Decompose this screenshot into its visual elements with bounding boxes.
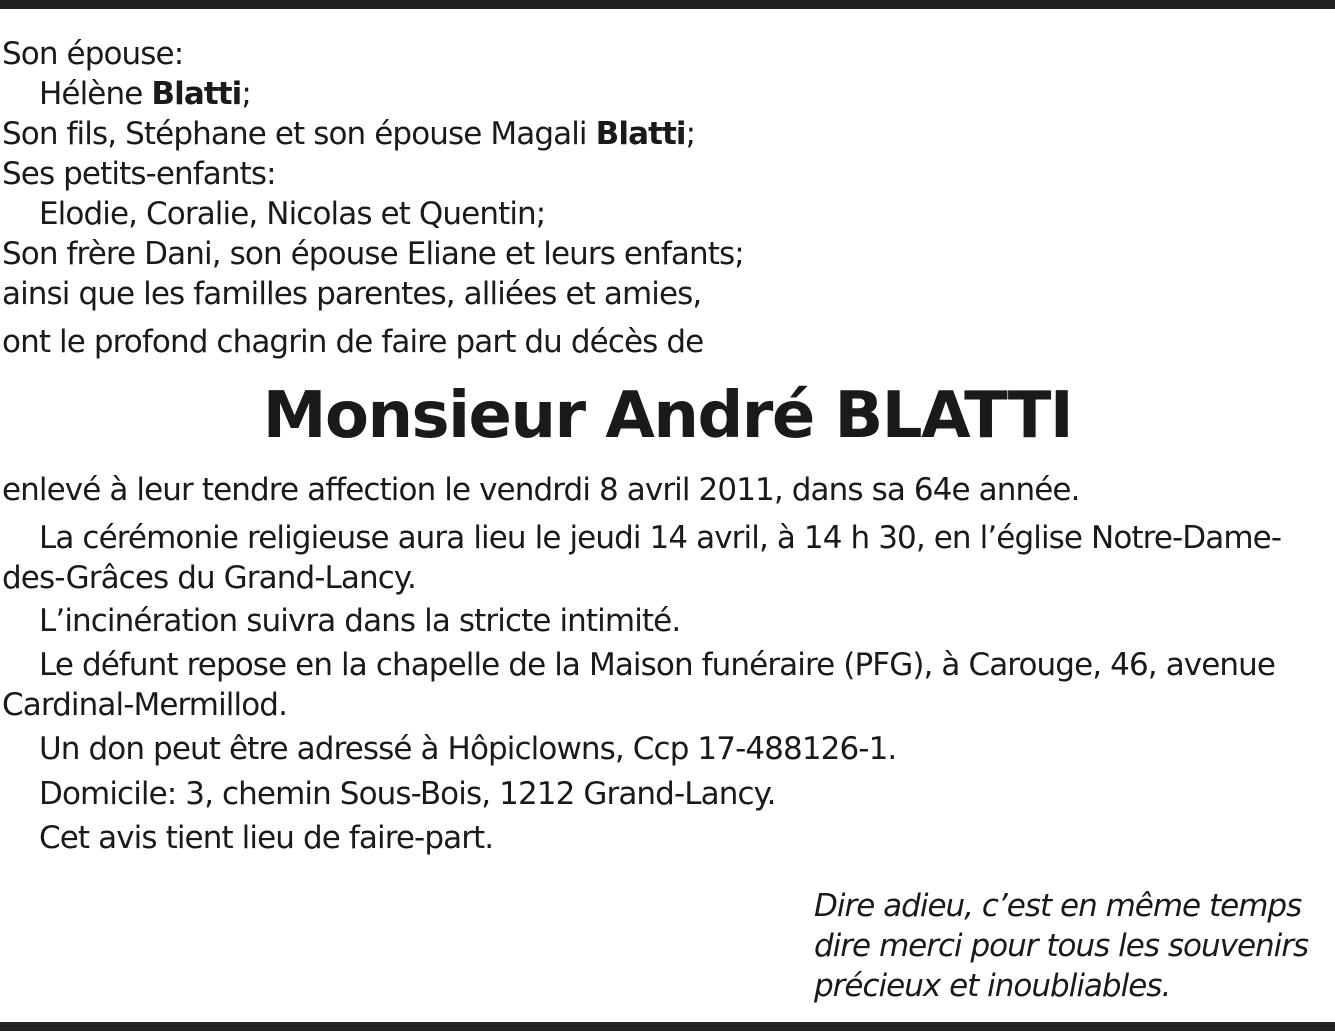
ceremony-line-2: des-Grâces du Grand-Lancy. xyxy=(2,560,416,596)
domicile-line: Domicile: 3, chemin Sous-Bois, 1212 Grand-Lancy. xyxy=(39,776,776,812)
son-text: Son fils, Stéphane et son épouse Magali xyxy=(2,116,587,152)
quote-line-3: précieux et inoubliables. xyxy=(814,968,1171,1004)
quote-line-1: Dire adieu, c’est en même temps xyxy=(814,888,1302,924)
notice-line: Cet avis tient lieu de faire-part. xyxy=(39,820,494,856)
spouse-line: Hélène Blatti; xyxy=(39,76,251,112)
brother-line: Son frère Dani, son épouse Eliane et leurs enfants; xyxy=(2,236,744,272)
son-last-name: Blatti xyxy=(595,116,686,152)
bottom-rule xyxy=(0,1022,1335,1031)
announcement-line: ont le profond chagrin de faire part du décès de xyxy=(2,324,704,360)
incineration-line: L’incinération suivra dans la stricte intimité. xyxy=(39,603,681,639)
grandchildren-names: Elodie, Coralie, Nicolas et Quentin; xyxy=(39,196,546,232)
families-line: ainsi que les familles parentes, alliées et amies, xyxy=(2,276,702,312)
repose-line-1: Le défunt repose en la chapelle de la Maison funéraire (PFG), à Carouge, 46, avenue xyxy=(39,647,1276,683)
deceased-name: Monsieur André BLATTI xyxy=(262,379,1073,453)
repose-line-2: Cardinal-Mermillod. xyxy=(2,687,288,723)
quote-line-2: dire merci pour tous les souvenirs xyxy=(814,928,1309,964)
son-line: Son fils, Stéphane et son épouse Magali Blatti; xyxy=(2,116,696,152)
top-rule xyxy=(0,0,1335,9)
spouse-last-name: Blatti xyxy=(151,76,242,112)
spouse-heading: Son épouse: xyxy=(2,36,184,72)
donation-line: Un don peut être adressé à Hôpiclowns, Ccp 17-488126-1. xyxy=(39,731,897,767)
death-info: enlevé à leur tendre affection le vendrdi 8 avril 2011, dans sa 64e année. xyxy=(2,472,1080,508)
ceremony-line-1: La cérémonie religieuse aura lieu le jeudi 14 avril, à 14 h 30, en l’église Notre-Dame- xyxy=(39,520,1282,556)
grandchildren-heading: Ses petits-enfants: xyxy=(2,156,276,192)
spouse-first-name: Hélène xyxy=(39,76,143,112)
